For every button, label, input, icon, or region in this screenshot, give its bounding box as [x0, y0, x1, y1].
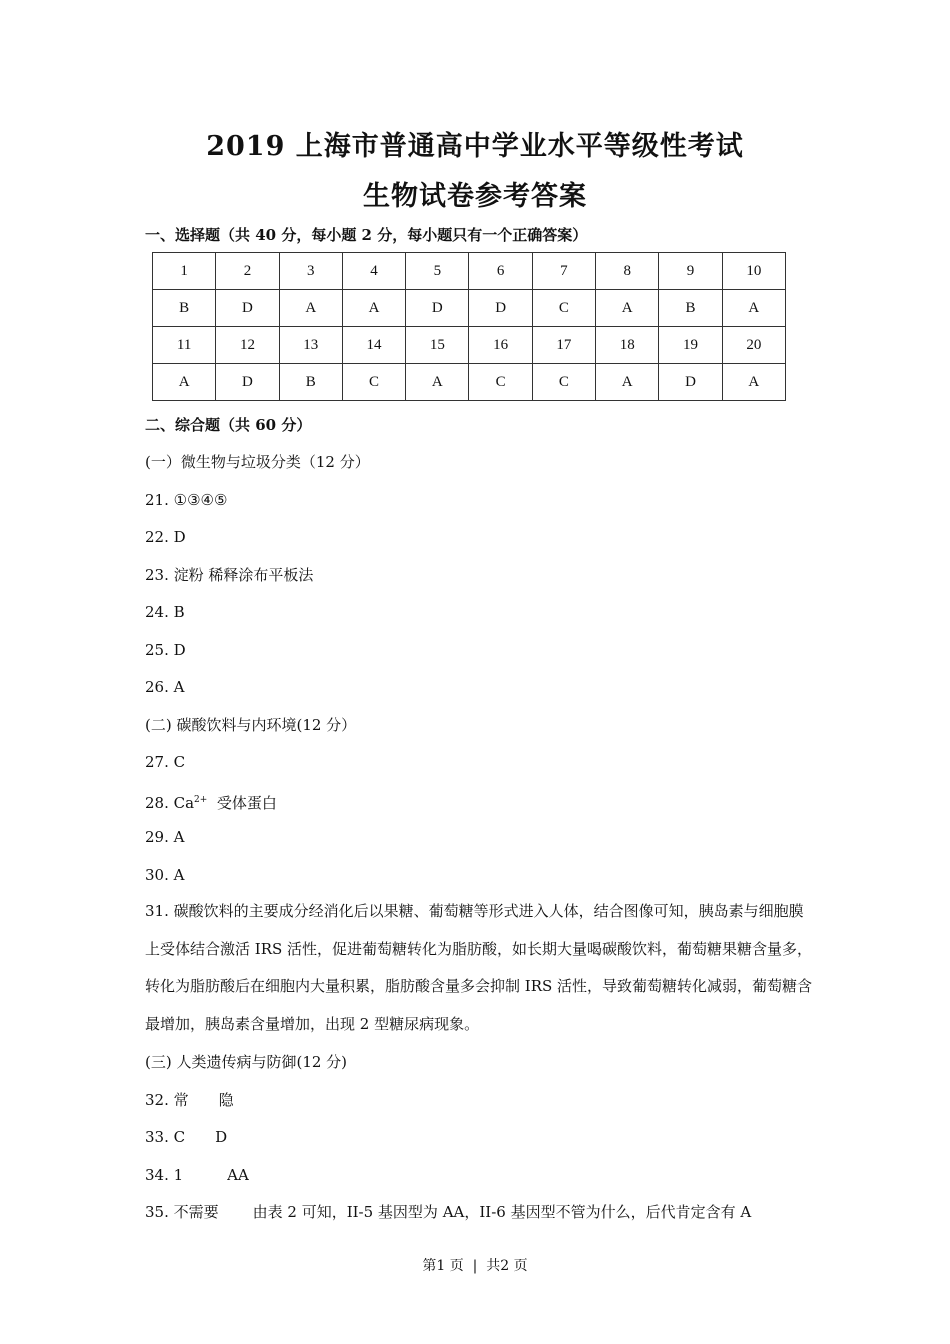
answer-32-b: 隐: [218, 1090, 234, 1109]
table-cell: A: [722, 364, 785, 401]
table-cell: B: [659, 290, 722, 327]
answer-35-b: 由表 2 可知，II-5 基因型为 AA，II-6 基因型不管为什么，后代肯定含有 A: [252, 1203, 752, 1221]
table-cell: 16: [469, 327, 532, 364]
part-3-title: (三) 人类遗传病与防御(12 分): [145, 1053, 348, 1071]
answer-25: 25. D: [145, 640, 186, 659]
answer-28-superscript: 2+: [194, 794, 208, 805]
table-cell: 7: [532, 253, 595, 290]
table-row: [153, 253, 786, 290]
answer-34-b: AA: [227, 1165, 249, 1184]
table-cell: 19: [659, 327, 722, 364]
table-cell: 5: [406, 253, 469, 290]
part-1-title: (一）微生物与垃圾分类（12 分）: [145, 453, 370, 471]
table-cell: 17: [532, 327, 595, 364]
section-1-heading: 一、选择题（共 40 分，每小题 2 分，每小题只有一个正确答案）: [145, 226, 588, 244]
table-cell: 1: [153, 253, 216, 290]
table-cell: B: [153, 290, 216, 327]
answer-28: [145, 785, 815, 823]
answer-30: 30. A: [145, 865, 185, 884]
answer-23: 23. 淀粉 稀释涂布平板法: [145, 565, 314, 584]
exam-title: 2019 上海市普通高中学业水平等级性考试: [206, 131, 744, 162]
answer-21: 21. ①③④⑤: [145, 490, 228, 509]
answer-22: 22. D: [145, 528, 186, 546]
table-cell: D: [659, 364, 722, 401]
table-cell: C: [532, 364, 595, 401]
answer-33-b: D: [215, 1128, 228, 1146]
table-cell: 8: [596, 253, 659, 290]
answer-24: 24. B: [145, 603, 185, 621]
table-cell: 11: [153, 327, 216, 364]
table-cell: 12: [216, 327, 279, 364]
exam-subtitle: 生物试卷参考答案: [363, 181, 587, 212]
answer-table: [152, 252, 786, 401]
answer-27: 27. C: [145, 753, 186, 771]
answer-28-prefix: 28. Ca: [145, 793, 195, 812]
table-cell: 2: [216, 253, 279, 290]
answer-32: [145, 1085, 815, 1123]
answer-26: 26. A: [145, 678, 185, 696]
answer-33-a: 33. C: [145, 1128, 186, 1146]
table-cell: 4: [342, 253, 405, 290]
table-cell: 13: [279, 327, 342, 364]
table-row: [153, 327, 786, 364]
table-cell: 14: [342, 327, 405, 364]
table-cell: D: [216, 364, 279, 401]
table-row: [153, 364, 786, 401]
table-cell: D: [216, 290, 279, 327]
section-2-heading: 二、综合题（共 60 分）: [145, 416, 312, 434]
table-cell: 18: [596, 327, 659, 364]
answer-list: [145, 447, 815, 1235]
table-cell: A: [406, 364, 469, 401]
answer-35: [145, 1197, 815, 1235]
answer-34: [145, 1160, 815, 1198]
table-cell: 6: [469, 253, 532, 290]
table-cell: D: [406, 290, 469, 327]
table-cell: 15: [406, 327, 469, 364]
page-footer: 第1 页 | 共2 页: [422, 1258, 528, 1274]
answer-29: 29. A: [145, 828, 185, 846]
table-cell: C: [469, 364, 532, 401]
table-row: [153, 290, 786, 327]
table-cell: 20: [722, 327, 785, 364]
table-cell: 9: [659, 253, 722, 290]
table-cell: A: [153, 364, 216, 401]
answer-32-a: 32. 常: [145, 1090, 189, 1109]
answer-28-suffix: 受体蛋白: [207, 793, 277, 812]
table-cell: C: [342, 364, 405, 401]
table-cell: D: [469, 290, 532, 327]
answer-33: [145, 1122, 815, 1160]
answer-35-a: 35. 不需要: [145, 1203, 219, 1221]
table-cell: 3: [279, 253, 342, 290]
table-cell: A: [279, 290, 342, 327]
table-cell: 10: [722, 253, 785, 290]
part-2-title: (二) 碳酸饮料与内环境(12 分）: [145, 715, 357, 734]
table-cell: A: [596, 290, 659, 327]
table-cell: A: [342, 290, 405, 327]
table-cell: A: [722, 290, 785, 327]
table-cell: C: [532, 290, 595, 327]
answer-34-a: 34. 1: [145, 1165, 184, 1184]
table-cell: A: [596, 364, 659, 401]
table-cell: B: [279, 364, 342, 401]
answer-31: 31. 碳酸饮料的主要成分经消化后以果糖、葡萄糖等形式进入人体，结合图像可知，胰岛素与细胞膜上受体结合激活 IRS 活性，促进葡萄糖转化为脂肪酸，如长期大量喝碳酸饮料，葡萄糖果糖含量多，转化为脂肪酸后在细胞内大量积累，脂肪酸含量多会抑制 IRS 活性，导致葡萄糖转化减弱，葡萄糖含最增加，胰岛素含量增加，出现 2 型糖尿病现象。: [145, 902, 813, 1033]
